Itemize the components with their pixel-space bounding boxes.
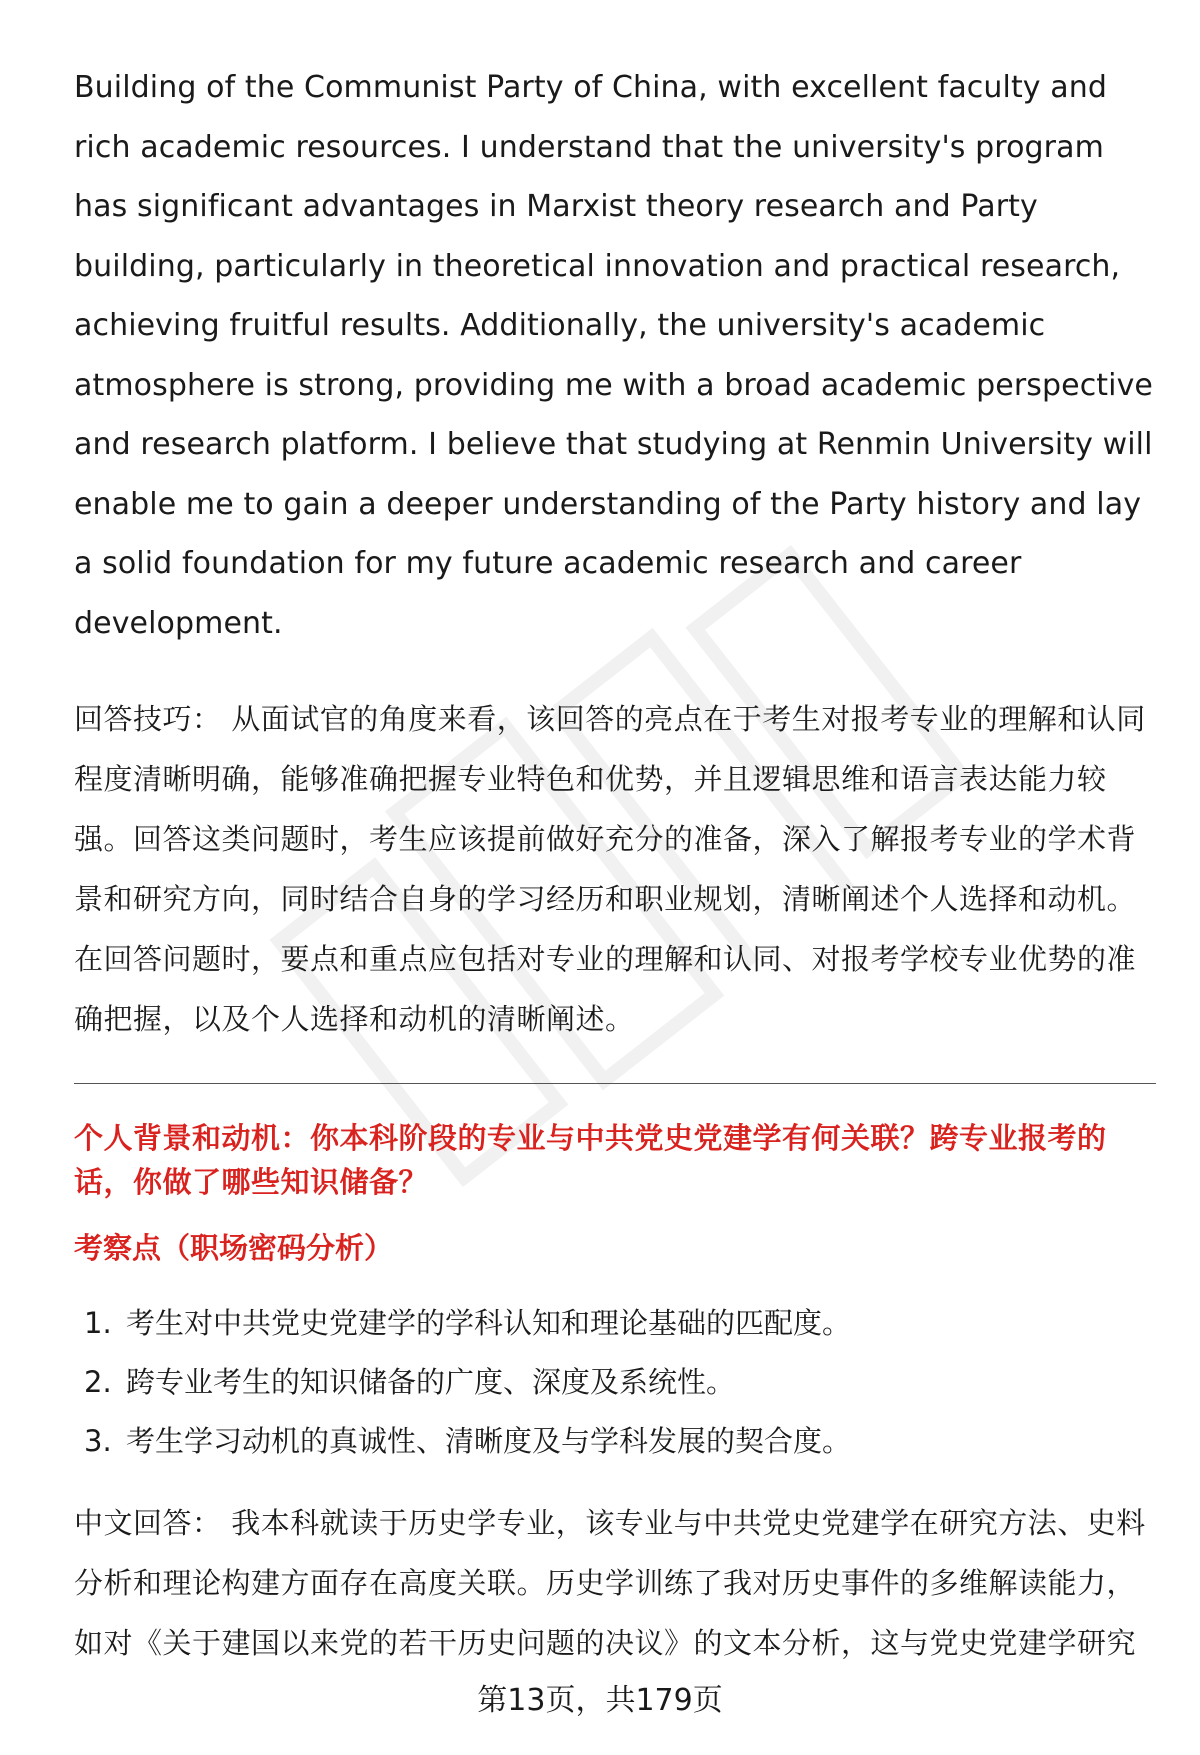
list-item xyxy=(74,1353,1156,1412)
list-item-number: 1. xyxy=(84,1306,112,1340)
answer-label: 中文回答： xyxy=(74,1506,222,1540)
answer-text: 我本科就读于历史学专业，该专业与中共党史党建学在研究方法、史料分析和理论构建方面存在高度关联。历史学训练了我对历史事件的多维解读能力，如对《关于建国以来党的若干历史问题的决议》的文本分析，这与党史党建学研究 xyxy=(74,1506,1146,1660)
page-number-footer: 第13页，共179页 xyxy=(477,1683,723,1718)
list-item-text: 考生学习动机的真诚性、清晰度及与学科发展的契合度。 xyxy=(126,1424,852,1458)
chinese-answer-paragraph xyxy=(74,1493,1156,1673)
section-divider xyxy=(74,1083,1156,1084)
list-item-text: 跨专业考生的知识储备的广度、深度及系统性。 xyxy=(126,1365,736,1399)
points-list xyxy=(74,1294,1156,1471)
points-heading: 考察点（职场密码分析） xyxy=(74,1231,394,1265)
tips-label: 回答技巧： xyxy=(74,702,222,736)
list-item xyxy=(74,1412,1156,1471)
list-item-number: 3. xyxy=(84,1424,112,1458)
tips-text: 从面试官的角度来看，该回答的亮点在于考生对报考专业的理解和认同程度清晰明确，能够准确把握专业特色和优势，并且逻辑思维和语言表达能力较强。回答这类问题时，考生应该提前做好充分的准备，深入了解报考专业的学术背景和研究方向，同时结合自身的学习经历和职业规划，清晰阐述个人选择和动机。在回答问题时，要点和重点应包括对专业的理解和认同、对报考学校专业优势的准确把握，以及个人选择和动机的清晰阐述。 xyxy=(74,702,1146,1036)
english-answer-paragraph: Building of the Communist Party of China, with excellent faculty and rich academic resources. I understand that the university's program has significant advantages in Marxist theory research and Party building, particularly in theoretical innovation and practical research, achieving fruitful results. Additionally, the university's academic atmosphere is strong, providing me with a broad academic perspective and research platform. I believe that studying at Renmin University will enable me to gain a deeper understanding of the Party history and lay a solid foundation for my future academic research and career development. xyxy=(74,70,1153,641)
page-content xyxy=(74,58,1156,1673)
list-item-text: 考生对中共党史党建学的学科认知和理论基础的匹配度。 xyxy=(126,1306,852,1340)
list-item-number: 2. xyxy=(84,1365,112,1399)
tips-paragraph xyxy=(74,689,1156,1049)
list-item xyxy=(74,1294,1156,1353)
question-title: 个人背景和动机：你本科阶段的专业与中共党史党建学有何关联？跨专业报考的话，你做了哪些知识储备？ xyxy=(74,1121,1107,1199)
